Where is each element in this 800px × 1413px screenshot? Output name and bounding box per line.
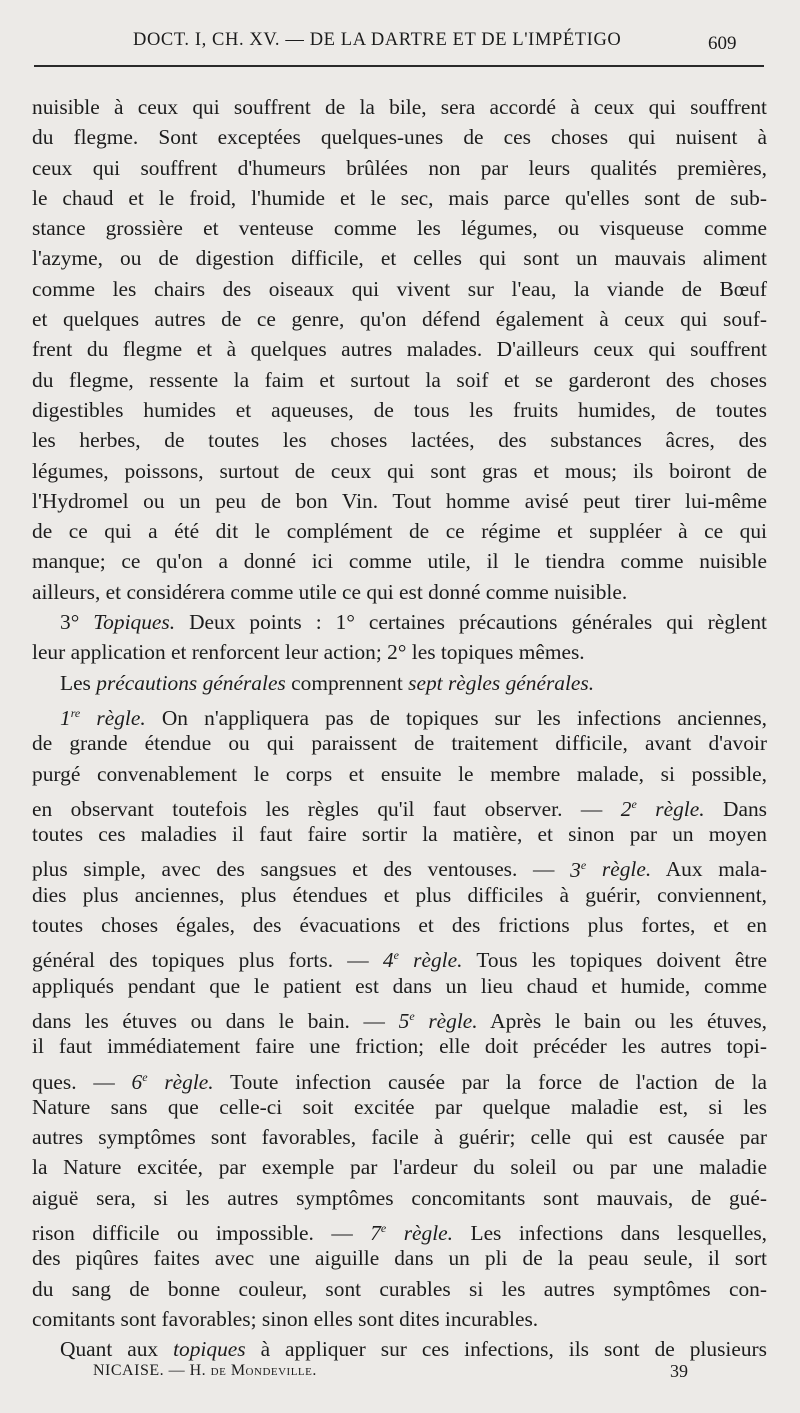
section-title: Topiques. bbox=[93, 610, 176, 635]
text-line: de grande étendue ou qui paraissent de traitement difficile, avant d'avoir bbox=[32, 731, 767, 756]
text-line: légumes, poissons, surtout de ceux qui sont gras et mous; ils boiront de bbox=[32, 458, 767, 483]
rule-label: règle. bbox=[413, 948, 463, 973]
text-fragment: On n'appliquera pas de topiques sur les infections anciennes, bbox=[161, 706, 767, 731]
text-line: digestibles humides et aqueuses, de tous les fruits humides, de toutes bbox=[32, 397, 767, 422]
text-fragment: Toute infection causée par la force de l'action de la bbox=[230, 1069, 767, 1094]
italic-term: topiques bbox=[173, 1337, 246, 1362]
precautions-line bbox=[32, 668, 767, 698]
text-line: toutes choses égales, des évacuations et des frictions plus fortes, et en bbox=[32, 913, 767, 938]
text-fragment: comprennent bbox=[291, 670, 403, 695]
topiques-heading-line bbox=[32, 607, 767, 637]
text-line: dies plus anciennes, plus étendues et plus difficiles à guérir, conviennent, bbox=[32, 882, 767, 907]
quant-line bbox=[32, 1334, 767, 1364]
text-line: la Nature excitée, par exemple par l'ardeur du soleil ou par une maladie bbox=[32, 1155, 767, 1180]
text-fragment: en observant toutefois les règles qu'il faut observer. — bbox=[32, 796, 603, 821]
text-line: ailleurs, et considérera comme utile ce qui est donné comme nuisible. bbox=[32, 579, 628, 604]
text-line: nuisible à ceux qui souffrent de la bile, sera accordé à ceux qui souffrent bbox=[32, 95, 767, 119]
text-line: des piqûres faites avec une aiguille dans un pli de la peau seule, il sort bbox=[32, 1246, 767, 1271]
rule-4-line bbox=[32, 940, 767, 973]
text-line: et quelques autres de ce genre, qu'on défend également à ceux qui souf- bbox=[32, 307, 767, 332]
text-line: les herbes, de toutes les choses lactées, des substances âcres, des bbox=[32, 428, 767, 453]
footer-credit: NICAISE. — H. de Mondeville. bbox=[93, 1362, 317, 1379]
text-fragment: Dans bbox=[723, 796, 767, 821]
text-fragment: rison difficile ou impossible. — bbox=[32, 1221, 353, 1246]
rule-label: règle. bbox=[428, 1009, 478, 1034]
italic-term: précautions générales bbox=[96, 670, 286, 695]
rule-label: règle. bbox=[601, 857, 652, 882]
rule-number: 2e bbox=[620, 796, 637, 821]
text-line: il faut immédiatement faire une friction; elle doit précéder les autres topi- bbox=[32, 1034, 767, 1059]
text-fragment: Deux points : 1° certaines précautions générales qui règlent bbox=[189, 610, 767, 635]
signature-mark: 39 bbox=[670, 1361, 688, 1381]
text-line: aiguë sera, si les autres symptômes concomitants sont mauvais, de gué- bbox=[32, 1185, 767, 1210]
text-fragment: général des topiques plus forts. — bbox=[32, 948, 369, 973]
header-rule bbox=[34, 65, 764, 67]
rule-number: 6e bbox=[131, 1069, 148, 1094]
text-line: manque; ce qu'on a donné ici comme utile, il le tiendra comme nuisible bbox=[32, 549, 767, 574]
text-fragment: plus simple, avec des sangsues et des ventouses. — bbox=[32, 857, 555, 882]
text-line: de ce qui a été dit le complément de ce régime et suppléer à ce qui bbox=[32, 519, 767, 544]
rule-number: 5e bbox=[398, 1008, 415, 1034]
text-fragment: Tous les topiques doivent être bbox=[476, 948, 767, 973]
text-fragment: Quant aux bbox=[60, 1337, 159, 1362]
text-line: du flegme, ressente la faim et surtout la soif et se garderont des choses bbox=[32, 367, 767, 392]
rule-label: règle. bbox=[403, 1221, 454, 1246]
text-line: autres symptômes sont favorables, facile à guérir; celle qui est causée par bbox=[32, 1125, 767, 1150]
italic-term: sept règles générales. bbox=[408, 670, 595, 695]
text-fragment: à appliquer sur ces infections, ils sont de plusieurs bbox=[260, 1337, 767, 1362]
text-fragment: Après le bain ou les étuves, bbox=[490, 1009, 768, 1034]
text-fragment: Les bbox=[60, 670, 91, 695]
text-fragment: ques. — bbox=[32, 1069, 115, 1094]
rule-number: 1re bbox=[60, 705, 81, 731]
rule-5-line bbox=[32, 1001, 768, 1034]
text-line: comitants sont favorables; sinon elles sont dites incurables. bbox=[32, 1306, 539, 1331]
rule-number: 3e bbox=[570, 857, 587, 882]
text-line: Nature sans que celle-ci soit excitée par quelque maladie est, si les bbox=[32, 1094, 767, 1119]
text-line: stance grossière et venteuse comme les légumes, ou visqueuse comme bbox=[32, 216, 767, 241]
section-number: 3° bbox=[60, 610, 80, 635]
rule-7-line bbox=[32, 1213, 768, 1246]
text-line: du flegme. Sont exceptées quelques-unes de ces choses qui nuisent à bbox=[32, 125, 767, 150]
rule-label: règle. bbox=[164, 1069, 214, 1094]
text-line: appliqués pendant que le patient est dans un lieu chaud et humide, comme bbox=[32, 973, 767, 998]
text-line: l'azyme, ou de digestion difficile, et celles qui sont un mauvais aliment bbox=[32, 246, 767, 271]
page-footer bbox=[0, 1362, 800, 1386]
text-line: leur application et renforcent leur action; 2° les topiques mêmes. bbox=[32, 640, 585, 665]
text-line: ceux qui souffrent d'humeurs brûlées non par leurs qualités premières, bbox=[32, 155, 767, 180]
running-head bbox=[0, 30, 800, 60]
rule-1-line bbox=[32, 698, 767, 731]
rule-label: règle. bbox=[655, 796, 705, 821]
rule-number: 4e bbox=[382, 948, 399, 973]
rule-number: 7e bbox=[370, 1220, 387, 1246]
text-line: frent du flegme et à quelques autres malades. D'ailleurs ceux qui souffrent bbox=[32, 337, 767, 362]
text-line: toutes ces maladies il faut faire sortir la matière, et sinon par un moyen bbox=[32, 822, 767, 847]
rule-3-line bbox=[32, 849, 767, 882]
rule-2-line bbox=[32, 789, 767, 819]
page-number: 609 bbox=[708, 33, 737, 54]
text-fragment: dans les étuves ou dans le bain. — bbox=[32, 1009, 385, 1034]
text-fragment: Aux mala- bbox=[665, 857, 767, 882]
text-line: comme les chairs des oiseaux qui vivent sur l'eau, la viande de Bœuf bbox=[32, 276, 767, 301]
text-fragment: Les infections dans lesquelles, bbox=[470, 1221, 768, 1246]
text-line: du sang de bonne couleur, sont curables si les autres symptômes con- bbox=[32, 1276, 767, 1301]
text-line: purgé convenablement le corps et ensuite le membre malade, si possible, bbox=[32, 761, 767, 786]
rule-6-line bbox=[32, 1062, 767, 1092]
running-title: DOCT. I, CH. XV. — DE LA DARTRE ET DE L'IMPÉTIGO bbox=[133, 30, 622, 50]
text-line: l'Hydromel ou un peu de bon Vin. Tout homme avisé peut tirer lui-même bbox=[32, 488, 767, 513]
body-text bbox=[32, 92, 767, 1364]
rule-label: règle. bbox=[96, 706, 146, 731]
text-line: le chaud et le froid, l'humide et le sec, mais parce qu'elles sont de sub- bbox=[32, 185, 767, 210]
